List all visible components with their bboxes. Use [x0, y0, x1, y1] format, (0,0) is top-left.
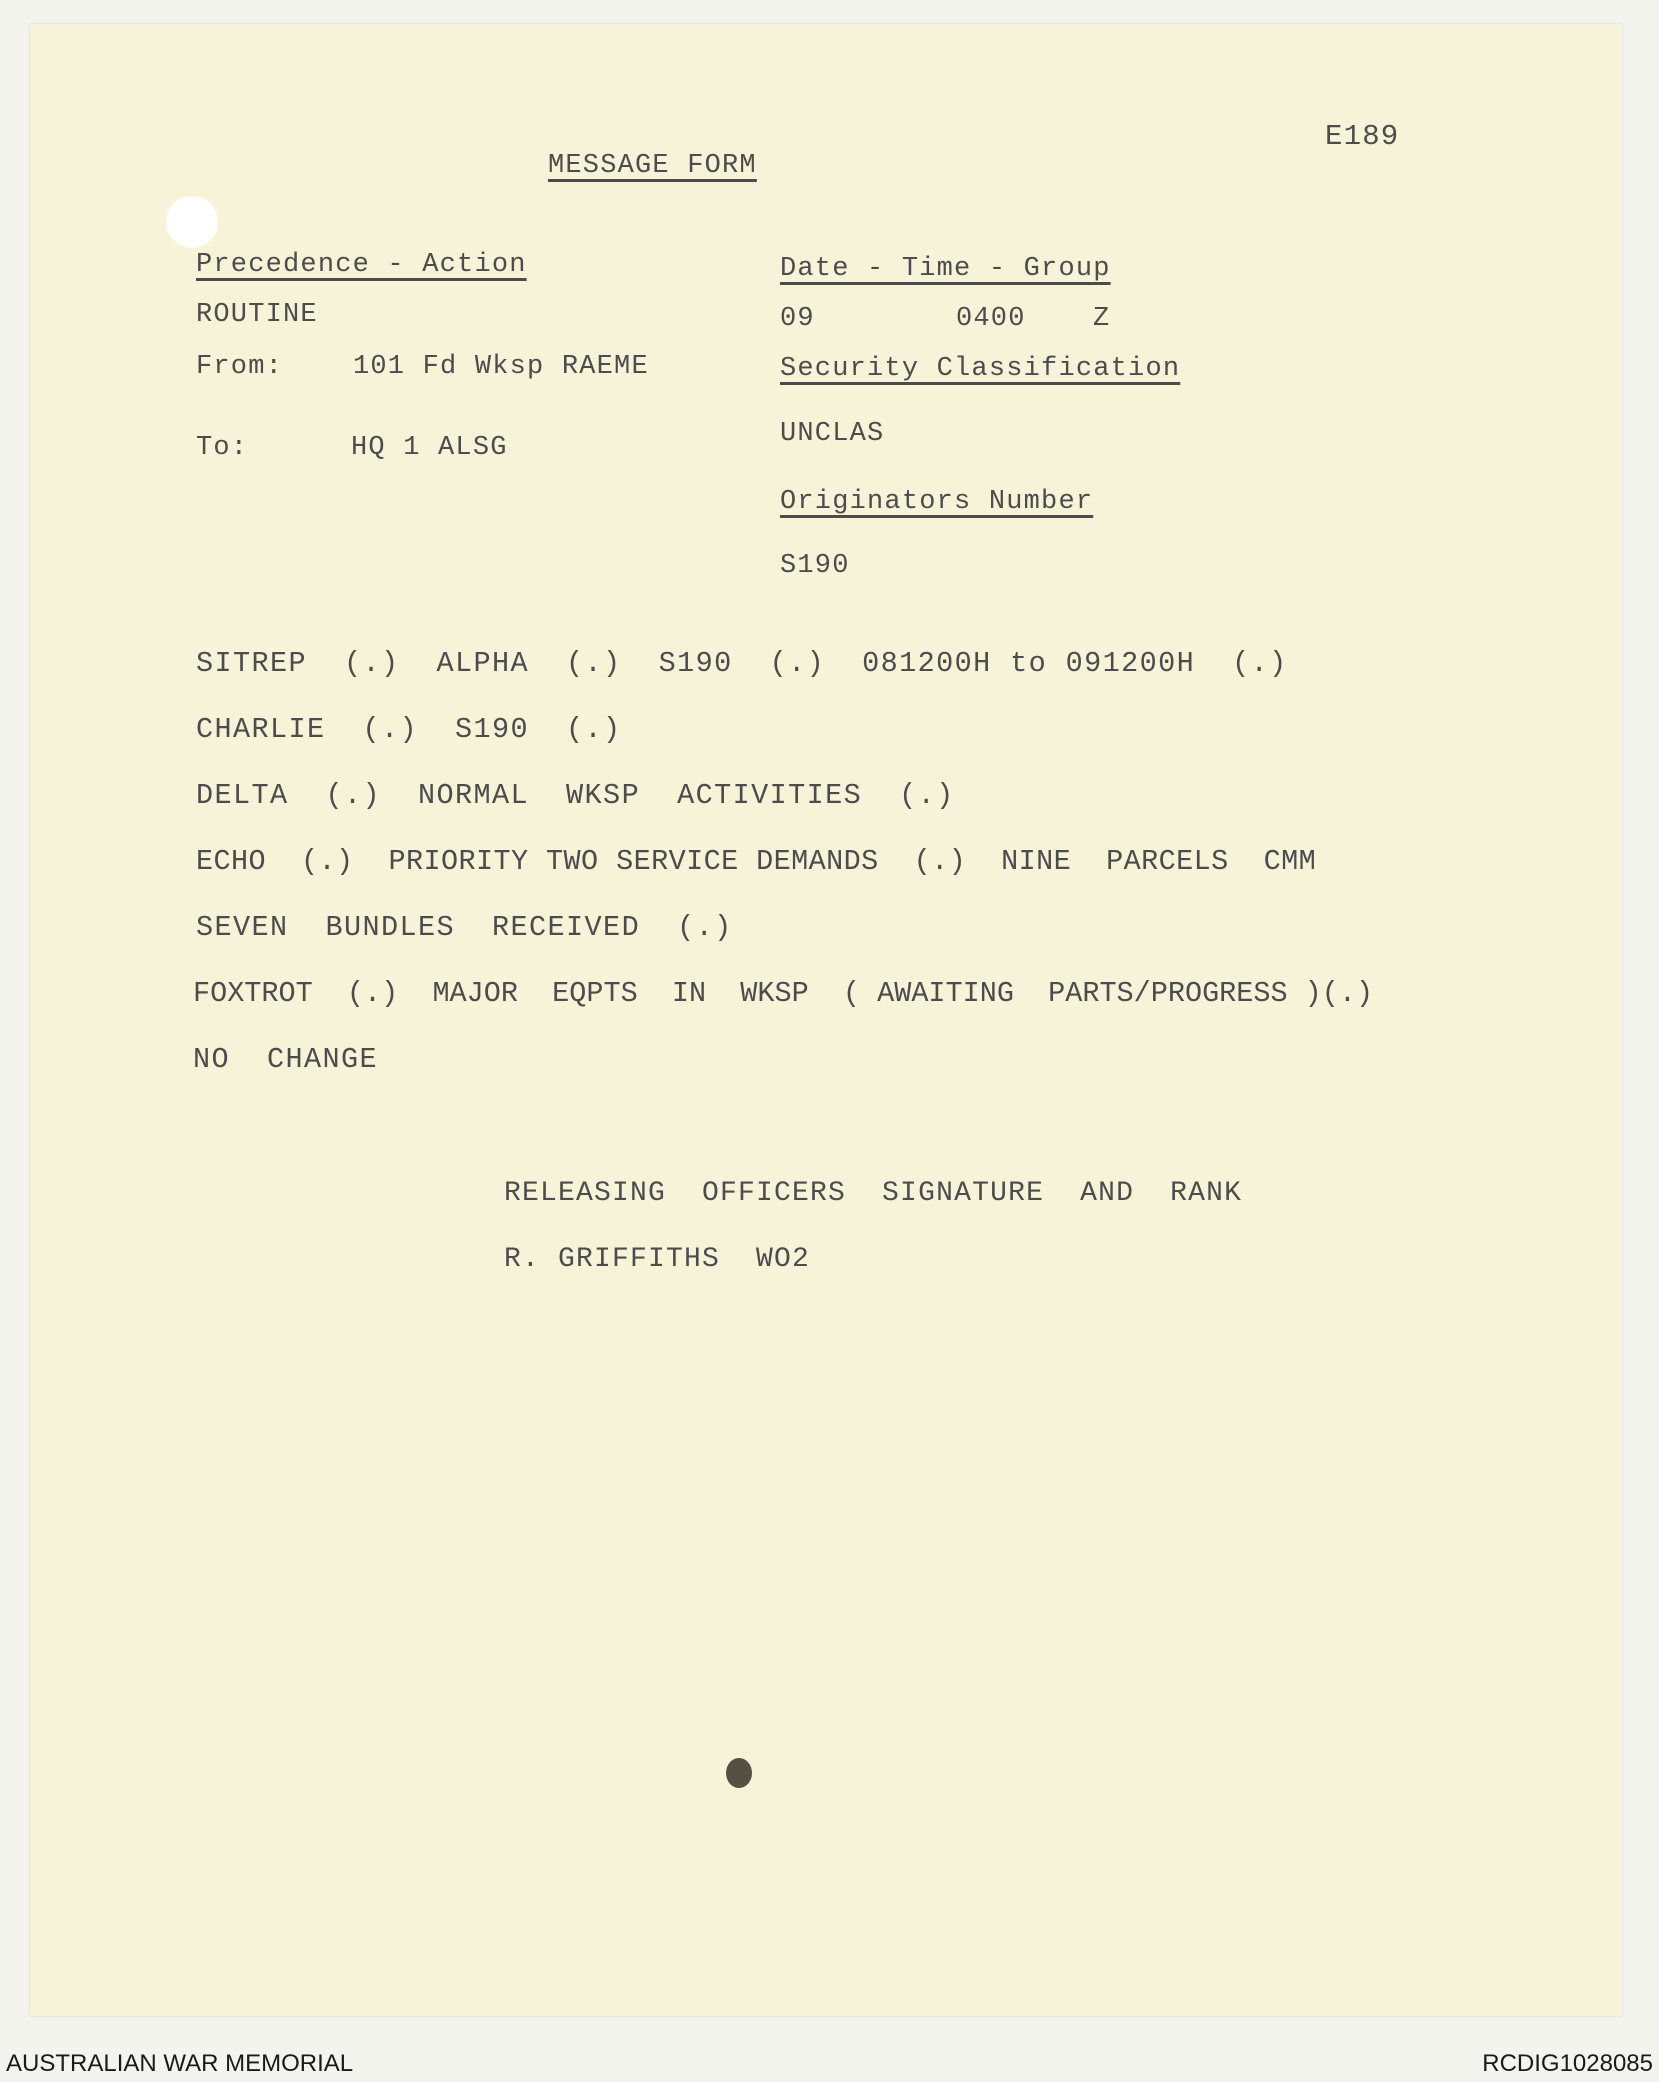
reference-number: E189: [1325, 120, 1400, 153]
message-line-delta: DELTA (.) NORMAL WKSP ACTIVITIES (.): [196, 779, 955, 812]
releasing-officer-label: RELEASING OFFICERS SIGNATURE AND RANK: [504, 1178, 1243, 1209]
punch-hole: [166, 196, 218, 248]
message-line-charlie: CHARLIE (.) S190 (.): [196, 713, 622, 746]
security-classification-label: Security Classification: [780, 354, 1181, 384]
form-title: MESSAGE FORM: [548, 151, 757, 181]
from-value: 101 Fd Wksp RAEME: [353, 352, 649, 382]
dtg-day: 09: [780, 304, 815, 334]
ink-spot: [726, 1758, 752, 1788]
security-classification-value: UNCLAS: [780, 419, 885, 449]
footer-source: AUSTRALIAN WAR MEMORIAL: [6, 2050, 354, 2077]
date-time-group-label: Date - Time - Group: [780, 254, 1111, 284]
message-line-echo: ECHO (.) PRIORITY TWO SERVICE DEMANDS (.) NINE PARCELS CMM: [196, 845, 1317, 878]
message-line-sitrep: SITREP (.) ALPHA (.) S190 (.) 081200H to 091200H (.): [196, 647, 1288, 680]
dtg-zone: Z: [1093, 304, 1111, 334]
originators-number-value: S190: [780, 551, 850, 581]
to-value: HQ 1 ALSG: [351, 433, 508, 463]
message-line-seven-bundles: SEVEN BUNDLES RECEIVED (.): [196, 911, 733, 944]
dtg-time: 0400: [956, 304, 1026, 334]
originators-number-label: Originators Number: [780, 487, 1094, 517]
message-line-no-change: NO CHANGE: [193, 1043, 379, 1076]
from-label: From:: [196, 352, 284, 382]
precedence-label: Precedence - Action: [196, 250, 527, 280]
precedence-value: ROUTINE: [196, 300, 318, 330]
releasing-officer-value: R. GRIFFITHS WO2: [504, 1244, 811, 1275]
to-label: To:: [196, 433, 249, 463]
footer-record-id: RCDIG1028085: [1482, 2050, 1653, 2077]
message-line-foxtrot: FOXTROT (.) MAJOR EQPTS IN WKSP ( AWAITING PARTS/PROGRESS )(.): [193, 977, 1374, 1010]
